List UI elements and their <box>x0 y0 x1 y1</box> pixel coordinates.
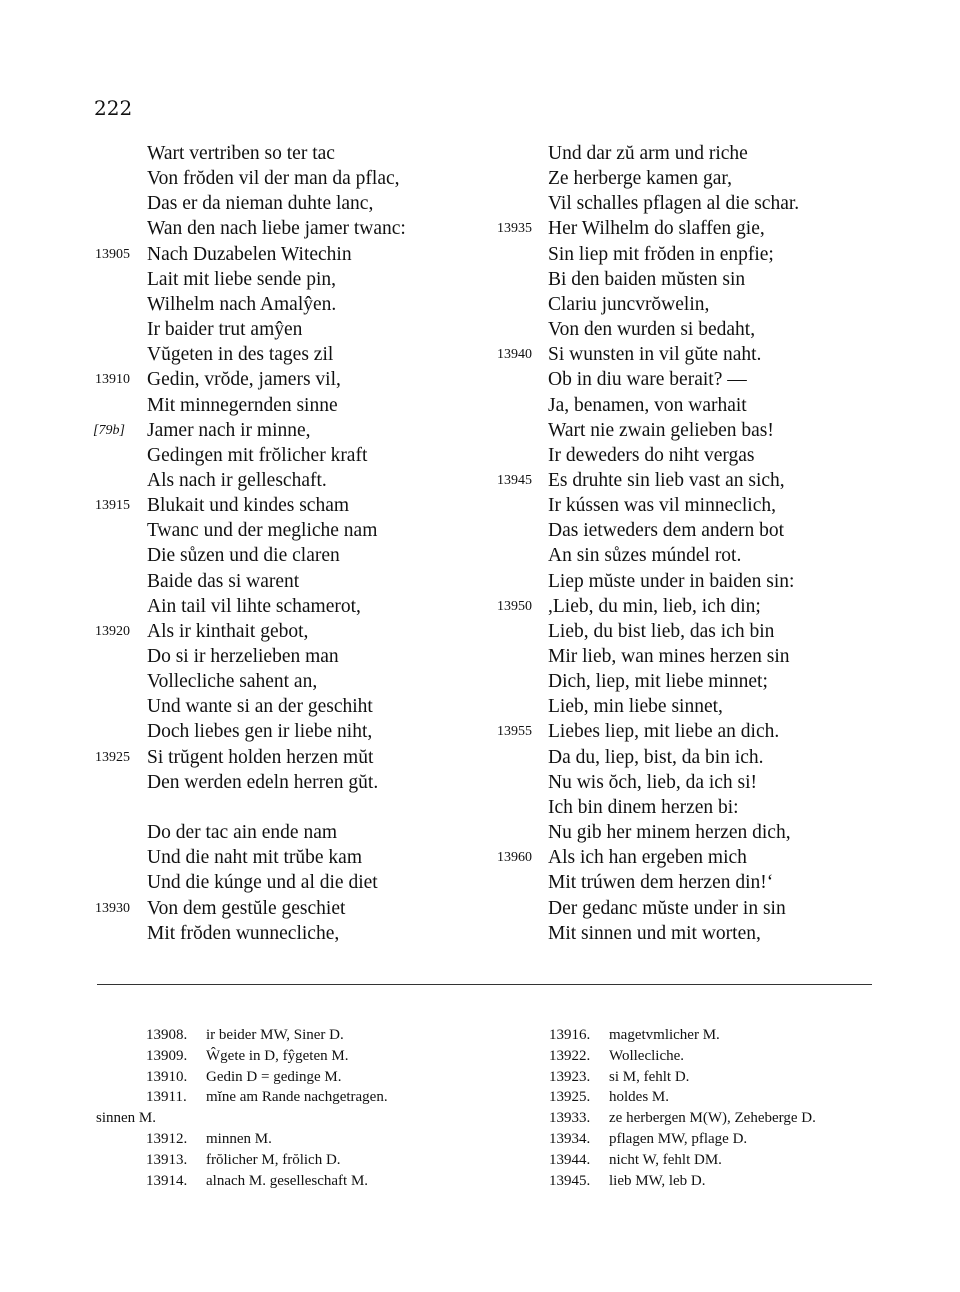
footnote-text: Wollecliche. <box>609 1047 685 1064</box>
footnote-text: Gedin D = gedinge M. <box>206 1068 342 1085</box>
verse-line: Lieb, du bist lieb, das ich bin <box>548 620 775 642</box>
verse-line: ,Lieb, du min, lieb, ich din; <box>548 595 761 617</box>
verse-line: Jamer nach ir minne, <box>147 419 311 441</box>
verse-line: Das er da nieman duhte lanc, <box>147 193 374 215</box>
footnote-text: si M, fehlt D. <box>609 1068 690 1085</box>
verse-line: Baide das si warent <box>147 570 300 592</box>
footnote <box>549 1129 747 1149</box>
verse-line: Wan den nach liebe jamer twanc: <box>147 218 406 240</box>
line-number: 13910 <box>95 372 130 388</box>
verse-line: Clariu juncvrŏwelin, <box>548 293 710 315</box>
verse-line: Ob in diu ware berait? — <box>548 369 747 391</box>
footnote <box>549 1087 669 1107</box>
verse-line: Nu wis ŏch, lieb, da ich si! <box>548 771 758 793</box>
footnote <box>146 1150 341 1170</box>
footnote-text: alnach M. geselleschaft M. <box>206 1172 369 1189</box>
footnote-number: 13925. <box>549 1089 591 1106</box>
verse-line: Ze herberge kamen gar, <box>548 168 733 190</box>
verse-line: Wart nie zwain gelieben bas! <box>548 419 774 441</box>
footnote-text: mĭne am Rande nachgetragen. <box>206 1089 388 1106</box>
verse-line: Gedingen mit frŏlicher kraft <box>147 444 368 466</box>
verse-line: Lait mit liebe sende pin, <box>147 268 336 290</box>
footnote-divider <box>97 984 872 985</box>
verse-line: Ja, benamen, von warhait <box>548 394 747 416</box>
verse-line: Liebes liep, mit liebe an dich. <box>548 721 780 743</box>
verse-line: Vil schalles pflagen al die schar. <box>548 193 800 215</box>
footnote-text: lieb MW, leb D. <box>609 1172 706 1189</box>
verse-line: Wart vertriben so ter tac <box>147 143 335 164</box>
footnote <box>146 1067 342 1087</box>
footnote-number: 13909. <box>146 1047 188 1064</box>
verse-line: Si trŭgent holden herzen mŭt <box>147 746 374 768</box>
footnote-number: 13913. <box>146 1151 188 1168</box>
footnote-text: pflagen MW, pflage D. <box>609 1131 748 1147</box>
verse-line: Doch liebes gen ir liebe niht, <box>147 721 373 743</box>
verse-line: Die sůzen und die claren <box>147 545 340 567</box>
verse-line: Liep mŭste under in baiden sin: <box>548 570 795 592</box>
verse-line: Mit minnegernden sinne <box>147 394 338 416</box>
verse-line: Nach Duzabelen Witechin <box>147 243 352 265</box>
footnote-number: 13944. <box>549 1151 591 1168</box>
verse-line: Si wunsten in vil gŭte naht. <box>548 344 762 366</box>
line-number: 13935 <box>497 221 532 237</box>
verse-line: Dich, liep, mit liebe minnet; <box>548 671 768 693</box>
line-number: [79b] <box>93 422 125 438</box>
verse-line: Von dem gestŭle geschiet <box>147 897 346 919</box>
footnote-number: 13945. <box>549 1172 591 1189</box>
line-number: 13950 <box>497 598 532 614</box>
line-number: 13955 <box>497 724 532 740</box>
verse-line: Bi den baiden mŭsten sin <box>548 268 746 290</box>
verse-line: Es druhte sin lieb vast an sich, <box>548 469 785 491</box>
line-number: 13940 <box>497 347 532 363</box>
verse-line: Mit trúwen dem herzen din!‘ <box>548 872 774 894</box>
verse-line: Als ir kinthait gebot, <box>147 620 309 642</box>
footnote <box>146 1171 368 1191</box>
verse-line: Von frŏden vil der man da pflac, <box>147 168 400 190</box>
verse-line: Und die kúnge und al die diet <box>147 872 378 894</box>
verse-line: Ich bin dinem herzen bi: <box>548 796 739 818</box>
footnote <box>549 1025 720 1045</box>
footnote-text: frŏlicher M, frŏlich D. <box>206 1151 341 1168</box>
footnote <box>549 1108 816 1128</box>
footnote-number: 13923. <box>549 1068 591 1085</box>
verse-line: Als nach ir gelleschaft. <box>147 469 327 491</box>
verse-line: Blukait und kindes scham <box>147 495 350 517</box>
footnote <box>146 1025 344 1045</box>
verse-line: An sin sůzes múndel rot. <box>548 545 742 567</box>
verse-line: Nu gib her minem herzen dich, <box>548 822 791 844</box>
verse-line: Als ich han ergeben mich <box>548 847 747 869</box>
verse-line: Twanc und der megliche nam <box>147 520 378 542</box>
line-number: 13915 <box>95 498 130 514</box>
verse-line: Lieb, min liebe sinnet, <box>548 696 723 718</box>
verse-line: Do si ir herzelieben man <box>147 646 339 667</box>
verse-line: Gedin, vrŏde, jamers vil, <box>147 369 341 391</box>
verse-line: Mir lieb, wan mines herzen sin <box>548 646 790 667</box>
footnote-number: 13934. <box>549 1131 591 1147</box>
footnote-text: Ŵgete in D, fŷgeten M. <box>206 1047 349 1064</box>
verse-line: Und die naht mit trŭbe kam <box>147 847 362 869</box>
line-number: 13930 <box>95 900 130 916</box>
footnote <box>549 1150 722 1170</box>
footnote <box>146 1087 388 1107</box>
verse-line: Und dar zŭ arm und riche <box>548 143 748 164</box>
footnote-number: 13914. <box>146 1172 188 1189</box>
verse-line: Das ietweders dem andern bot <box>548 520 785 542</box>
footnote-text: ir beider MW, Siner D. <box>206 1027 344 1043</box>
footnote-text: minnen M. <box>206 1131 272 1147</box>
footnote-number: 13922. <box>549 1047 591 1064</box>
verse-line: Ir deweders do niht vergas <box>548 444 755 466</box>
line-number: 13905 <box>95 246 130 262</box>
footnote <box>549 1046 684 1066</box>
verse-line: Der gedanc mŭste under in sin <box>548 897 786 919</box>
verse-line: Und wante si an der geschiht <box>147 696 373 718</box>
footnote-number: 13908. <box>146 1027 188 1043</box>
footnote: sinnen M. <box>96 1110 156 1127</box>
verse-line: Sin liep mit frŏden in enpfie; <box>548 243 774 265</box>
footnote <box>146 1129 272 1149</box>
verse-line: Ir baider trut amŷen <box>147 319 303 341</box>
footnote-number: 13910. <box>146 1068 188 1085</box>
footnote <box>549 1067 689 1087</box>
footnote-text: holdes M. <box>609 1089 669 1106</box>
line-number: 13945 <box>497 472 532 488</box>
verse-line: Den werden edeln herren gŭt. <box>147 771 379 793</box>
footnote-text: nicht W, fehlt DM. <box>609 1151 722 1168</box>
verse-line: Ir kússen was vil minneclich, <box>548 495 776 517</box>
footnote-text: magetvmlicher M. <box>609 1027 720 1043</box>
line-number: 13920 <box>95 623 130 639</box>
verse-line: Mit frŏden wunnecliche, <box>147 922 340 944</box>
verse-line: Do der tac ain ende nam <box>147 822 338 844</box>
verse-line: Ain tail vil lihte schamerot, <box>147 595 361 617</box>
verse-line: Her Wilhelm do slaffen gie, <box>548 218 765 240</box>
line-number: 13960 <box>497 850 532 866</box>
verse-line: Vollecliche sahent an, <box>147 671 318 693</box>
verse-line: Von den wurden si bedaht, <box>548 319 756 341</box>
footnote-number: 13911. <box>146 1089 187 1106</box>
verse-line: Mit sinnen und mit worten, <box>548 922 761 944</box>
verse-line: Wilhelm nach Amalŷen. <box>147 293 337 315</box>
line-number: 13925 <box>95 749 130 765</box>
footnote-text: ze herbergen M(W), Zeheberge D. <box>609 1110 816 1127</box>
page-number: 222 <box>94 96 133 120</box>
footnote-number: 13912. <box>146 1131 188 1147</box>
footnote-number: 13916. <box>549 1027 591 1043</box>
verse-line: Vŭgeten in des tages zil <box>147 344 334 366</box>
footnote-number: 13933. <box>549 1110 591 1127</box>
verse-line: Da du, liep, bist, da bin ich. <box>548 746 764 768</box>
footnote <box>146 1046 348 1066</box>
footnote <box>549 1171 706 1191</box>
